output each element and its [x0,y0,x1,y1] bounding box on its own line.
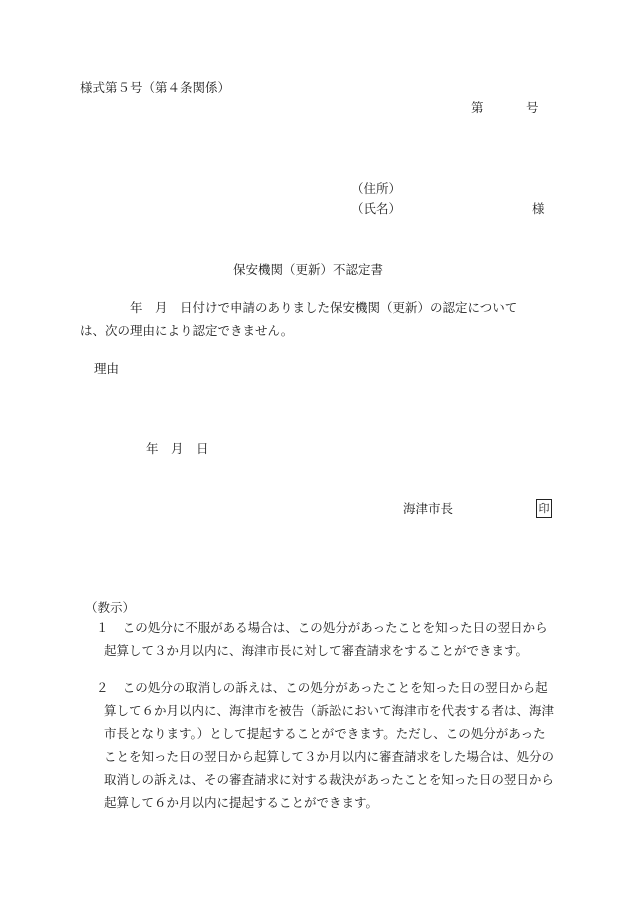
reason-label: 理由 [94,361,120,376]
instruction-1-text: この処分に不服がある場合は、この処分があったことを知った日の翌日から起算して３か月以内に、海津市長に対して審査請求をすることができます。 [104,620,548,658]
document-number-suffix: 号 [526,100,539,115]
instruction-2-text: この処分の取消しの訴えは、この処分があったことを知った日の翌日から起算して６か月以内に、海津市を被告（訴訟において海津市を代表する者は、海津市長となります。）として提起することができます。ただし、この処分があったことを知った日の翌日から起算して３か月以内に審査請求をした場合は、処分の取消しの訴えは、その審査請求に対する裁決があったことを知った日の翌日から起算して６か月以内に提起することができます。 [104,680,555,810]
address-label: （住所） [351,181,402,196]
document-title: 保安機関（更新）不認定書 [233,262,384,277]
document-number-prefix: 第 [471,100,484,115]
seal-box: 印 [536,499,552,518]
instructions-title: （教示） [85,600,136,615]
name-label: （氏名） [351,201,402,216]
instruction-2-number: ２ [96,680,109,695]
body-text-line-1: 年 月 日付けで申請のありました保安機関（更新）の認定について [130,300,518,315]
instruction-1-number: １ [96,620,109,635]
body-text-line-2: は、次の理由により認定できません。 [80,323,294,338]
honorific: 様 [532,201,545,216]
issuer-name: 海津市長 [403,501,454,516]
form-number: 様式第５号（第４条関係） [80,80,231,95]
issue-date: 年 月 日 [146,441,209,456]
